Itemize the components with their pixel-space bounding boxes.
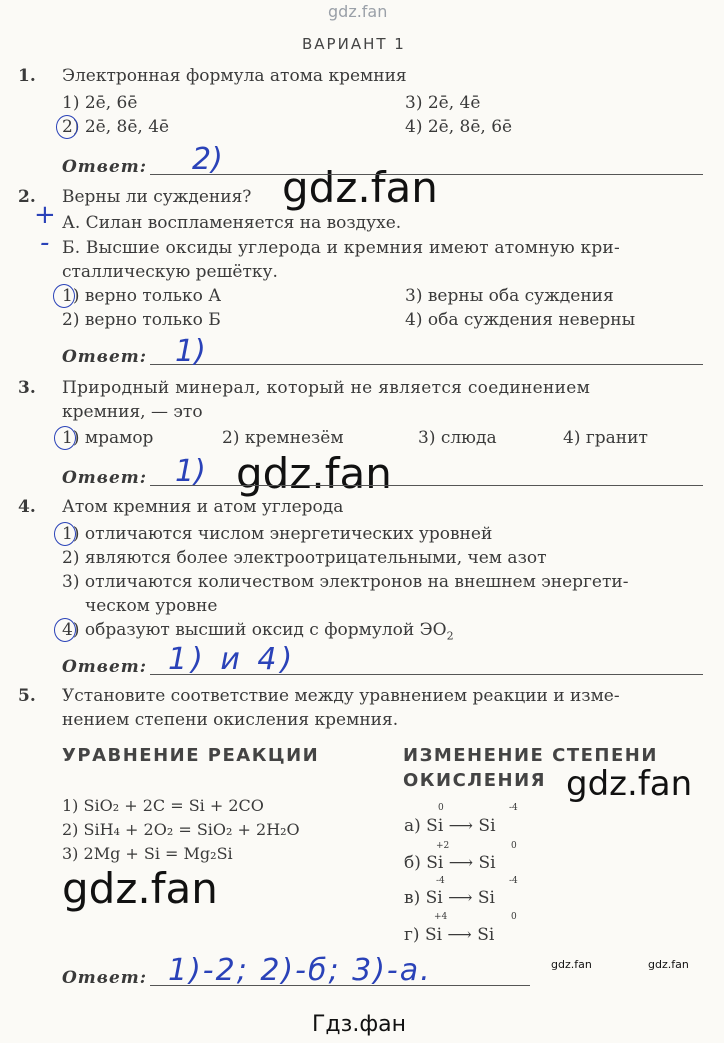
- q4-answer-label: Ответ:: [62, 657, 148, 677]
- q3-text-line1: Природный минерал, который не является соединением: [62, 378, 591, 398]
- q3-option-1: 1) мрамор: [62, 428, 154, 448]
- watermark-large-1: gdz.fan: [282, 163, 438, 212]
- q2-answer-label: Ответ:: [62, 347, 148, 367]
- q2-option-2: 2) верно только Б: [62, 310, 221, 330]
- q2-number: 2.: [18, 187, 36, 207]
- q4-option-4-text: 4) образуют высший оксид с формулой ЭО: [62, 620, 447, 640]
- q2-handwritten-answer: 1): [175, 334, 206, 369]
- watermark-small-1: gdz.fan: [551, 958, 592, 971]
- q5-change-g-to: 0: [511, 912, 517, 922]
- q4-handwritten-answer: 1) и 4): [168, 642, 297, 677]
- q1-handwritten-answer: 2): [192, 142, 223, 177]
- q5-right-header-line2: ОКИСЛЕНИЯ: [403, 770, 547, 791]
- q5-right-header-line1: ИЗМЕНЕНИЕ СТЕПЕНИ: [403, 745, 658, 766]
- q5-equation-1: 1) SiO₂ + 2C = Si + 2CO: [62, 796, 264, 815]
- q2-selected-circle: [53, 284, 75, 308]
- q5-change-g-label: г) Si ⟶ Si: [404, 925, 495, 945]
- q3-answer-line: [150, 485, 703, 486]
- q4-option-1: 1) отличаются числом энергетических уровней: [62, 524, 493, 544]
- q4-selected-circle-1: [54, 522, 76, 546]
- q5-left-header: УРАВНЕНИЕ РЕАКЦИИ: [62, 745, 320, 766]
- watermark-large-4: gdz.fan: [62, 864, 218, 913]
- watermark-large-2: gdz.fan: [236, 449, 392, 498]
- q1-number: 1.: [18, 66, 36, 86]
- q5-number: 5.: [18, 686, 36, 706]
- q5-change-b-label: б) Si ⟶ Si: [404, 853, 496, 873]
- q1-text: Электронная формула атома кремния: [62, 66, 407, 86]
- q3-option-3: 3) слюда: [418, 428, 497, 448]
- q4-number: 4.: [18, 497, 36, 517]
- q1-selected-circle: [56, 115, 78, 139]
- q4-option-3-line2: ческом уровне: [85, 596, 218, 616]
- q2-option-1: 1) верно только А: [62, 286, 222, 306]
- q3-option-4: 4) гранит: [563, 428, 648, 448]
- q1-option-4: 4) 2ē, 8ē, 6ē: [405, 117, 513, 137]
- q2-statement-b-line2: сталлическую решётку.: [62, 262, 278, 282]
- q1-answer-line: [150, 174, 703, 175]
- q5-change-v-label: в) Si ⟶ Si: [404, 888, 495, 908]
- q4-selected-circle-4: [54, 618, 76, 642]
- q2-text: Верны ли суждения?: [62, 187, 252, 207]
- q3-answer-label: Ответ:: [62, 468, 148, 488]
- q4-option-4-sub: 2: [446, 629, 454, 643]
- watermark-top: gdz.fan: [328, 2, 388, 21]
- watermark-bottom: Гдз.фан: [312, 1012, 406, 1037]
- q5-text-line1: Установите соответствие между уравнением реакции и изме-: [62, 686, 620, 706]
- q2-mark-a: +: [34, 200, 56, 230]
- q3-text-line2: кремния, — это: [62, 402, 203, 422]
- q5-text-line2: нением степени окисления кремния.: [62, 710, 399, 730]
- watermark-small-2: gdz.fan: [648, 958, 689, 971]
- q5-equation-2: 2) SiH₄ + 2O₂ = SiO₂ + 2H₂O: [62, 820, 300, 839]
- q3-selected-circle: [54, 426, 76, 450]
- q4-option-2: 2) являются более электроотрицательными, чем азот: [62, 548, 547, 568]
- q5-change-a-to: -4: [509, 803, 518, 813]
- q5-change-v-from: -4: [436, 876, 445, 886]
- q4-option-3-line1: 3) отличаются количеством электронов на внешнем энергети-: [62, 572, 629, 592]
- q5-equation-3: 3) 2Mg + Si = Mg₂Si: [62, 844, 233, 863]
- q3-number: 3.: [18, 378, 36, 398]
- q2-option-4: 4) оба суждения неверны: [405, 310, 636, 330]
- q5-change-b-from: +2: [436, 841, 450, 851]
- q5-answer-label: Ответ:: [62, 968, 148, 988]
- q1-answer-label: Ответ:: [62, 157, 148, 177]
- q2-statement-a: А. Силан воспламеняется на воздухе.: [62, 213, 402, 233]
- q1-option-3: 3) 2ē, 4ē: [405, 93, 481, 113]
- q3-option-2: 2) кремнезём: [222, 428, 344, 448]
- q5-change-g-from: +4: [434, 912, 448, 922]
- q5-handwritten-answer: 1)-2; 2)-б; 3)-а.: [168, 953, 432, 988]
- q2-option-3: 3) верны оба суждения: [405, 286, 614, 306]
- q2-statement-b-line1: Б. Высшие оксиды углерода и кремния имеют атомную кри-: [62, 238, 620, 258]
- q4-text: Атом кремния и атом углерода: [62, 497, 344, 517]
- q2-mark-b: -: [40, 228, 50, 258]
- variant-title: ВАРИАНТ 1: [302, 35, 406, 53]
- q5-change-v-to: -4: [509, 876, 518, 886]
- q5-change-b-to: 0: [511, 841, 517, 851]
- watermark-large-3: gdz.fan: [566, 764, 693, 804]
- q1-option-2: 2) 2ē, 8ē, 4ē: [62, 117, 170, 137]
- q5-change-a-label: а) Si ⟶ Si: [404, 816, 496, 836]
- q5-change-a-from: 0: [438, 803, 444, 813]
- q3-handwritten-answer: 1): [175, 454, 206, 489]
- q1-option-1: 1) 2ē, 6ē: [62, 93, 138, 113]
- q2-answer-line: [150, 364, 703, 365]
